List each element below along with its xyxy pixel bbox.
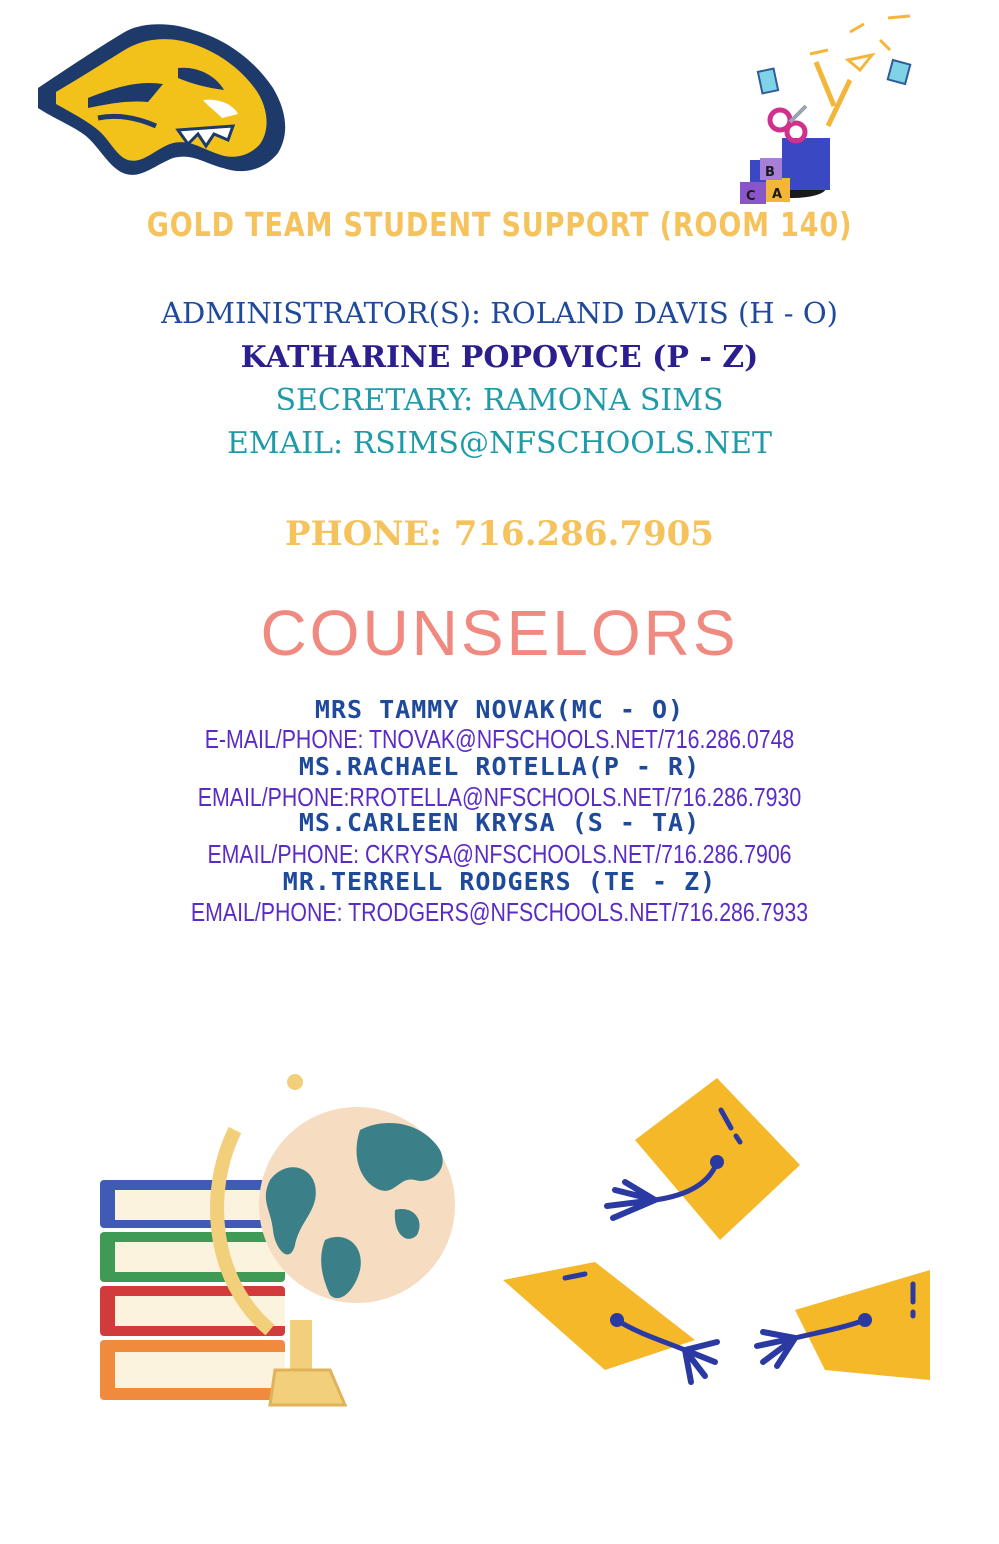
wildcat-logo-icon: [28, 18, 293, 183]
counselor-contact: EMAIL/PHONE: TRODGERS@NFSCHOOLS.NET/716.286.7933: [190, 897, 809, 927]
counselor-contact: E-MAIL/PHONE: TNOVAK@NFSCHOOLS.NET/716.286.0748: [204, 724, 795, 754]
secretary-email: EMAIL: RSIMS@NFSCHOOLS.NET: [227, 426, 772, 461]
administrator-second-line: KATHARINE POPOVICE (P - Z): [240, 340, 759, 375]
counselor-name: MRS TAMMY NOVAK(MC - O): [314, 695, 685, 724]
counselor-contact: EMAIL/PHONE:RROTELLA@NFSCHOOLS.NET/716.286.7930: [197, 782, 802, 812]
counselor-name: MR.TERRELL RODGERS (TE - Z): [282, 867, 717, 896]
block-a-letter: A: [772, 187, 783, 202]
office-phone: PHONE: 716.286.7905: [285, 514, 714, 554]
school-supplies-icon: [730, 10, 920, 210]
books-globe-icon: [95, 1070, 475, 1420]
counselor-contact: EMAIL/PHONE: CKRYSA@NFSCHOOLS.NET/716.286.7906: [207, 839, 792, 869]
counselor-name: MS.RACHAEL ROTELLA(P - R): [298, 752, 701, 781]
graduation-caps-icon: [495, 1070, 935, 1410]
counselor-name: MS.CARLEEN KRYSA (S - TA): [298, 808, 701, 837]
counselors-heading: COUNSELORS: [260, 597, 739, 669]
block-b-letter: B: [765, 165, 775, 180]
block-c-letter: C: [746, 189, 756, 204]
administrator-line: ADMINISTRATOR(S): ROLAND DAVIS (H - O): [161, 296, 838, 330]
page-title: GOLD TEAM STUDENT SUPPORT (ROOM 140): [146, 205, 853, 244]
secretary-line: SECRETARY: RAMONA SIMS: [275, 383, 724, 418]
